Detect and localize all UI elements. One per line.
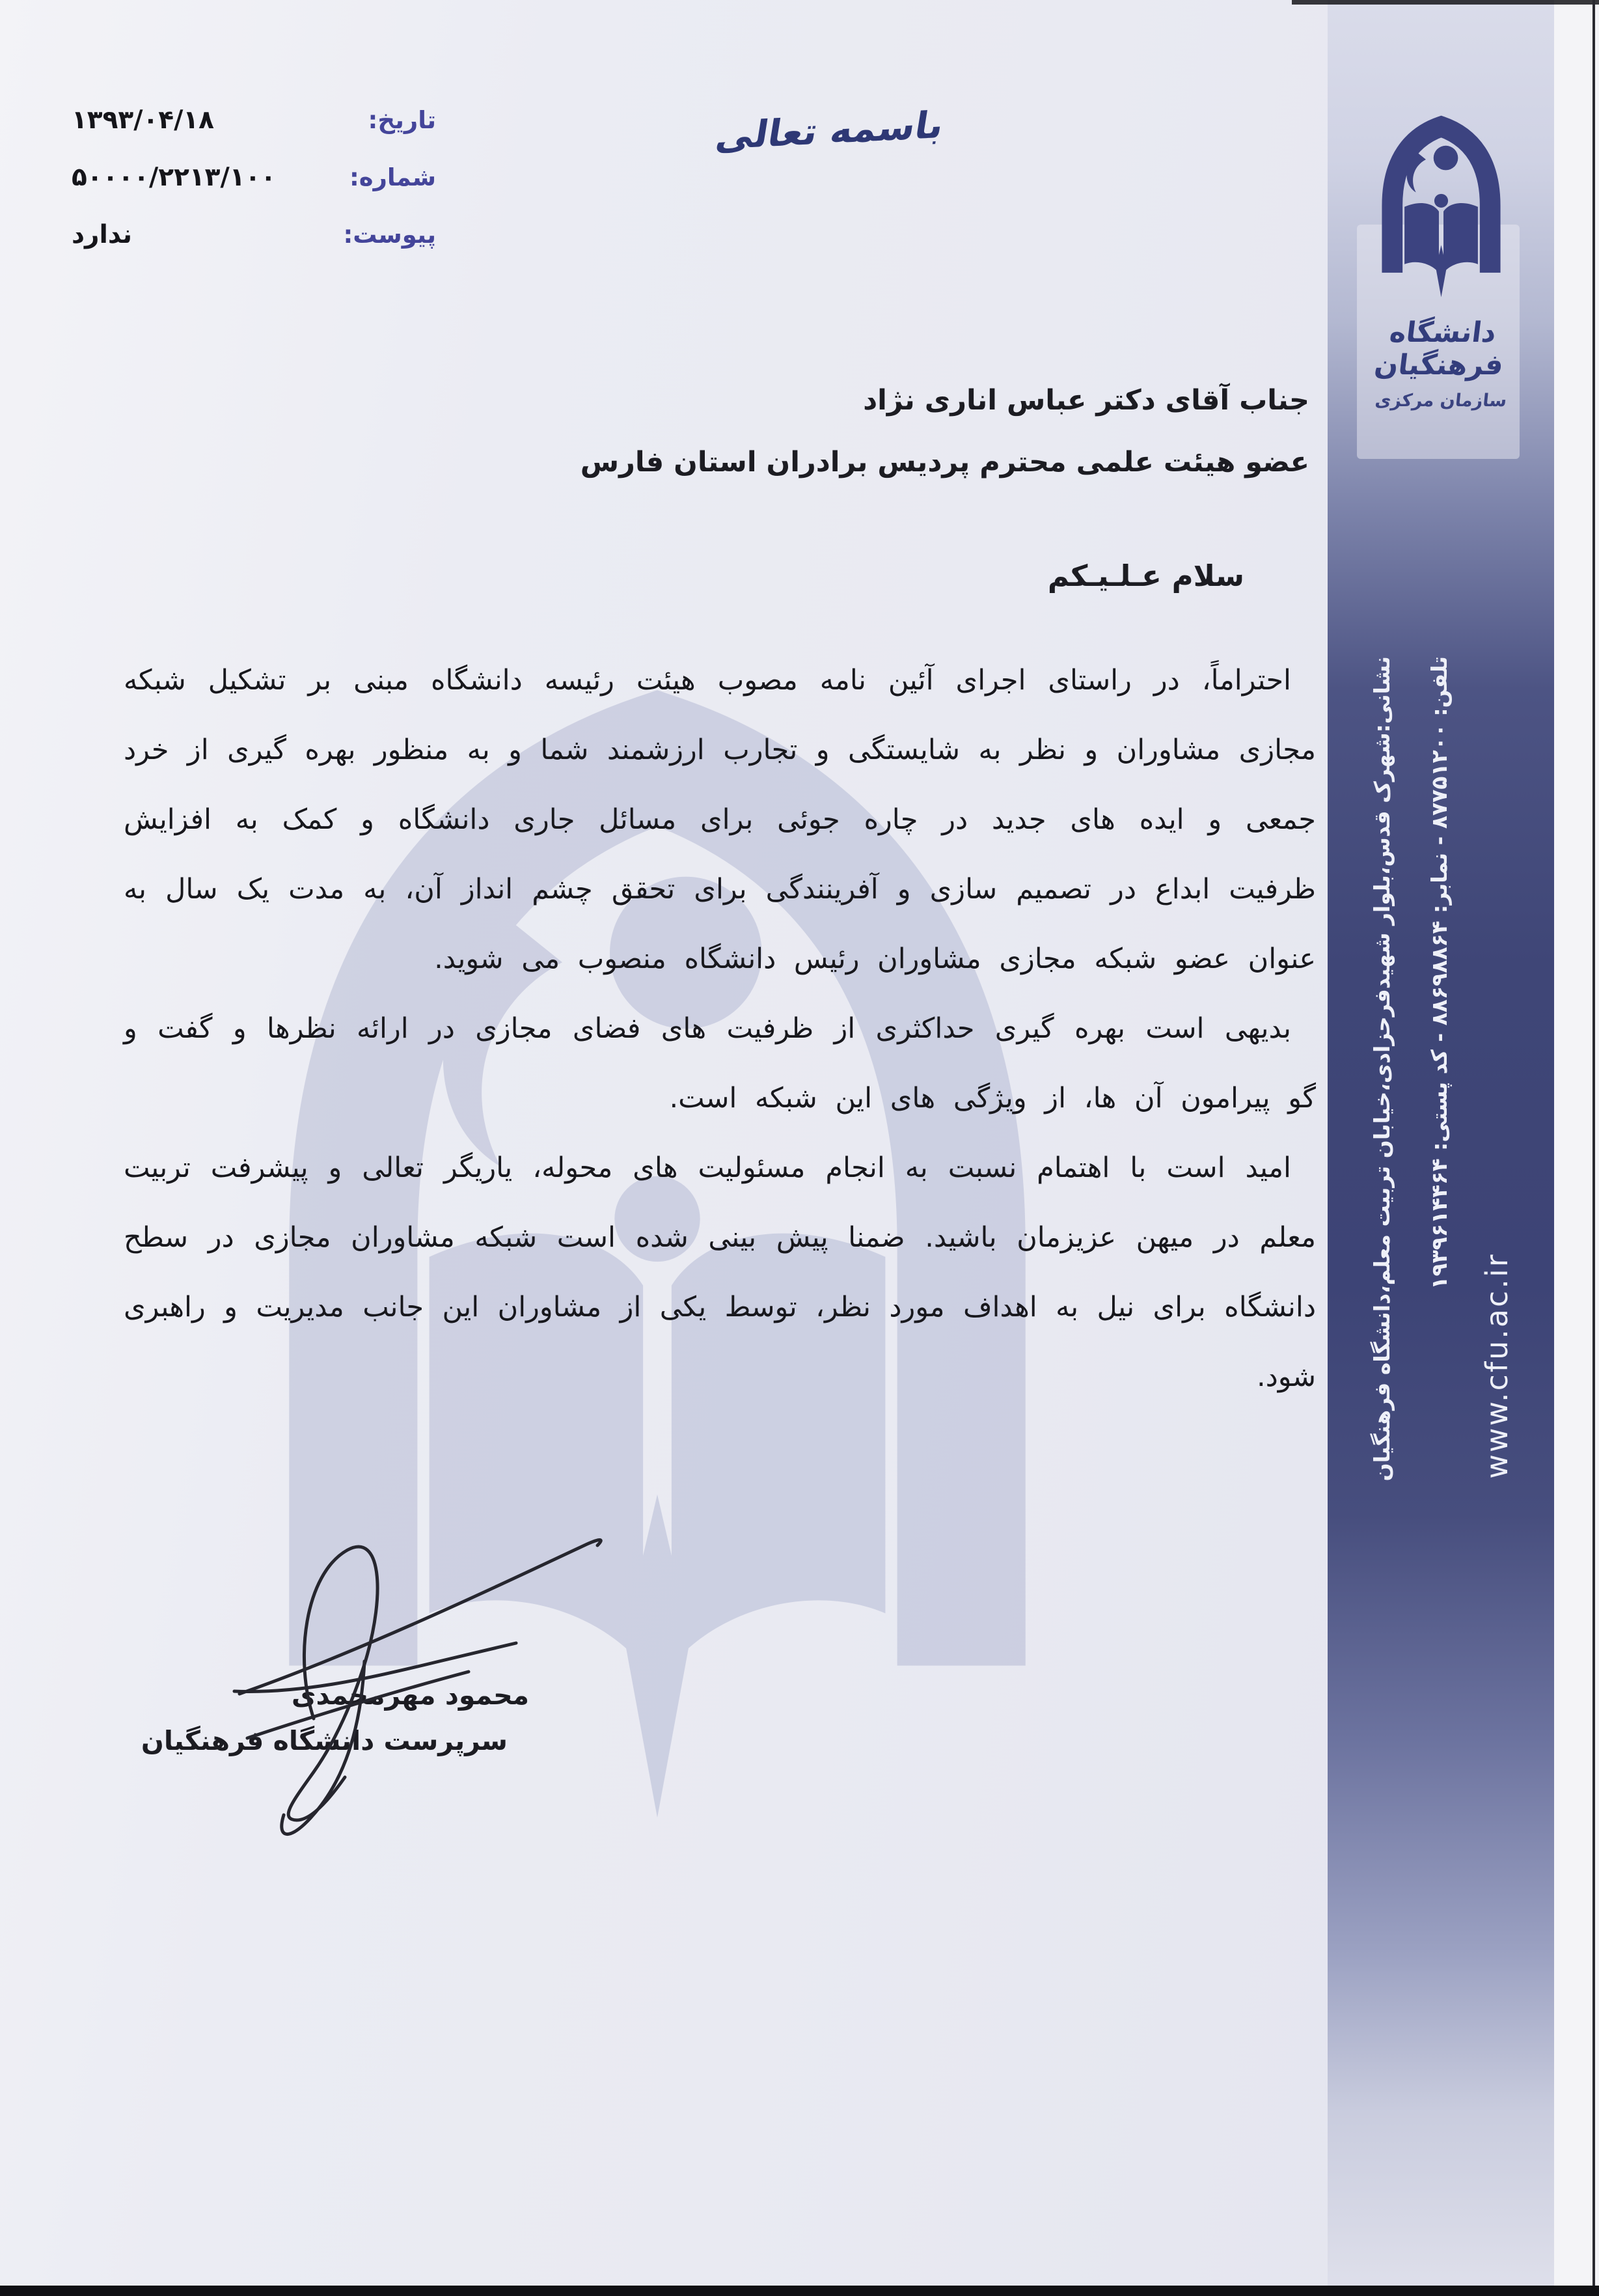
contact-info-band	[1354, 656, 1525, 1828]
bismillah-calligraphy: باسمه تعالی	[713, 104, 947, 158]
signer-name: محمود مهرمحمدی	[291, 1680, 529, 1711]
organization-subtitle: سازمان مرکزی	[1374, 391, 1508, 411]
number-value: ۵۰۰۰۰/۲۲۱۳/۱۰۰	[72, 163, 277, 192]
salutation: سلام عـلـیـکم	[1047, 559, 1244, 593]
number-label: شماره:	[349, 163, 436, 191]
address-line: نشانی:شهرک قدس،بلوار شهیدفرحزادی،خیابان تربیت معلم،دانشگاه فرهنگیان	[1369, 656, 1395, 1482]
paragraph-3: امید است با اهتمام نسبت به انجام مسئولیت های محوله، یاریگر تعالی و پیشرفت تربیت معلم در میهن عزیزمان باشید. ضمنا پیش بینی شده است شبکه مشاوران مجازی در سطح دانشگاه برای نیل به اهداف مورد نظر، توسط یکی از مشاوران این جانب مدیریت و راهبری شود.	[124, 1152, 1316, 1393]
letter-meta-block	[72, 105, 436, 277]
attachment-label: پیوست:	[343, 221, 436, 249]
university-name: دانشگاه فرهنگیان	[1373, 316, 1505, 381]
handwritten-signature	[85, 1465, 735, 1985]
university-logo-block	[1341, 107, 1541, 411]
paragraph-1: احتراماً، در راستای اجرای آئین نامه مصوب هیئت رئیسه دانشگاه مبنی بر تشکیل شبکه مجازی مشاوران و نظر به شایستگی و تجارب ارزشمند شما و به منظور بهره گیری از خرد جمعی و ایده های جدید در چاره جوئی برای مسائل جاری دانشگاه و کمک به افزایش ظرفیت ابداع در تصمیم سازی و آفرینندگی برای تحقق چشم انداز آن، به مدت یک سال به عنوان عضو شبکه مجازی مشاوران رئیس دانشگاه منصوب می شوید.	[124, 664, 1316, 975]
scan-edge-bottom	[0, 2286, 1599, 2296]
recipient-title: عضو هیئت علمی محترم پردیس برادران استان فارس	[580, 446, 1309, 478]
meta-row-date	[72, 105, 436, 163]
meta-row-attachment	[72, 220, 436, 277]
attachment-value: ندارد	[72, 220, 133, 249]
scan-edge-right	[1592, 0, 1595, 2296]
letter-body	[124, 646, 1316, 1412]
meta-row-number	[72, 163, 436, 220]
recipient-block	[581, 370, 1309, 493]
date-value: ۱۳۹۳/۰۴/۱۸	[72, 105, 214, 135]
phone-fax-postal-line: تلفن: ۸۷۷۵۱۲۰۰ - نمابر: ۸۸۶۹۸۸۶۴ - کد پستی: ۱۹۳۹۶۱۴۴۶۴	[1427, 656, 1452, 1290]
paragraph-2: بدیهی است بهره گیری حداکثری از ظرفیت های فضای مجازی در ارائه نظرها و گفت و گو پیرامون آن ها، از ویژگی های این شبکه است.	[124, 1012, 1316, 1114]
university-logo-icon	[1365, 107, 1518, 312]
scan-edge-top	[1292, 0, 1599, 5]
signer-title: سرپرست دانشگاه فرهنگیان	[141, 1725, 508, 1756]
website-url: www.cfu.ac.ir	[1479, 1252, 1514, 1479]
sidebar-band	[1328, 0, 1554, 2296]
date-label: تاریخ:	[368, 106, 436, 134]
recipient-name: جناب آقای دکتر عباس اناری نژاد	[863, 384, 1309, 417]
